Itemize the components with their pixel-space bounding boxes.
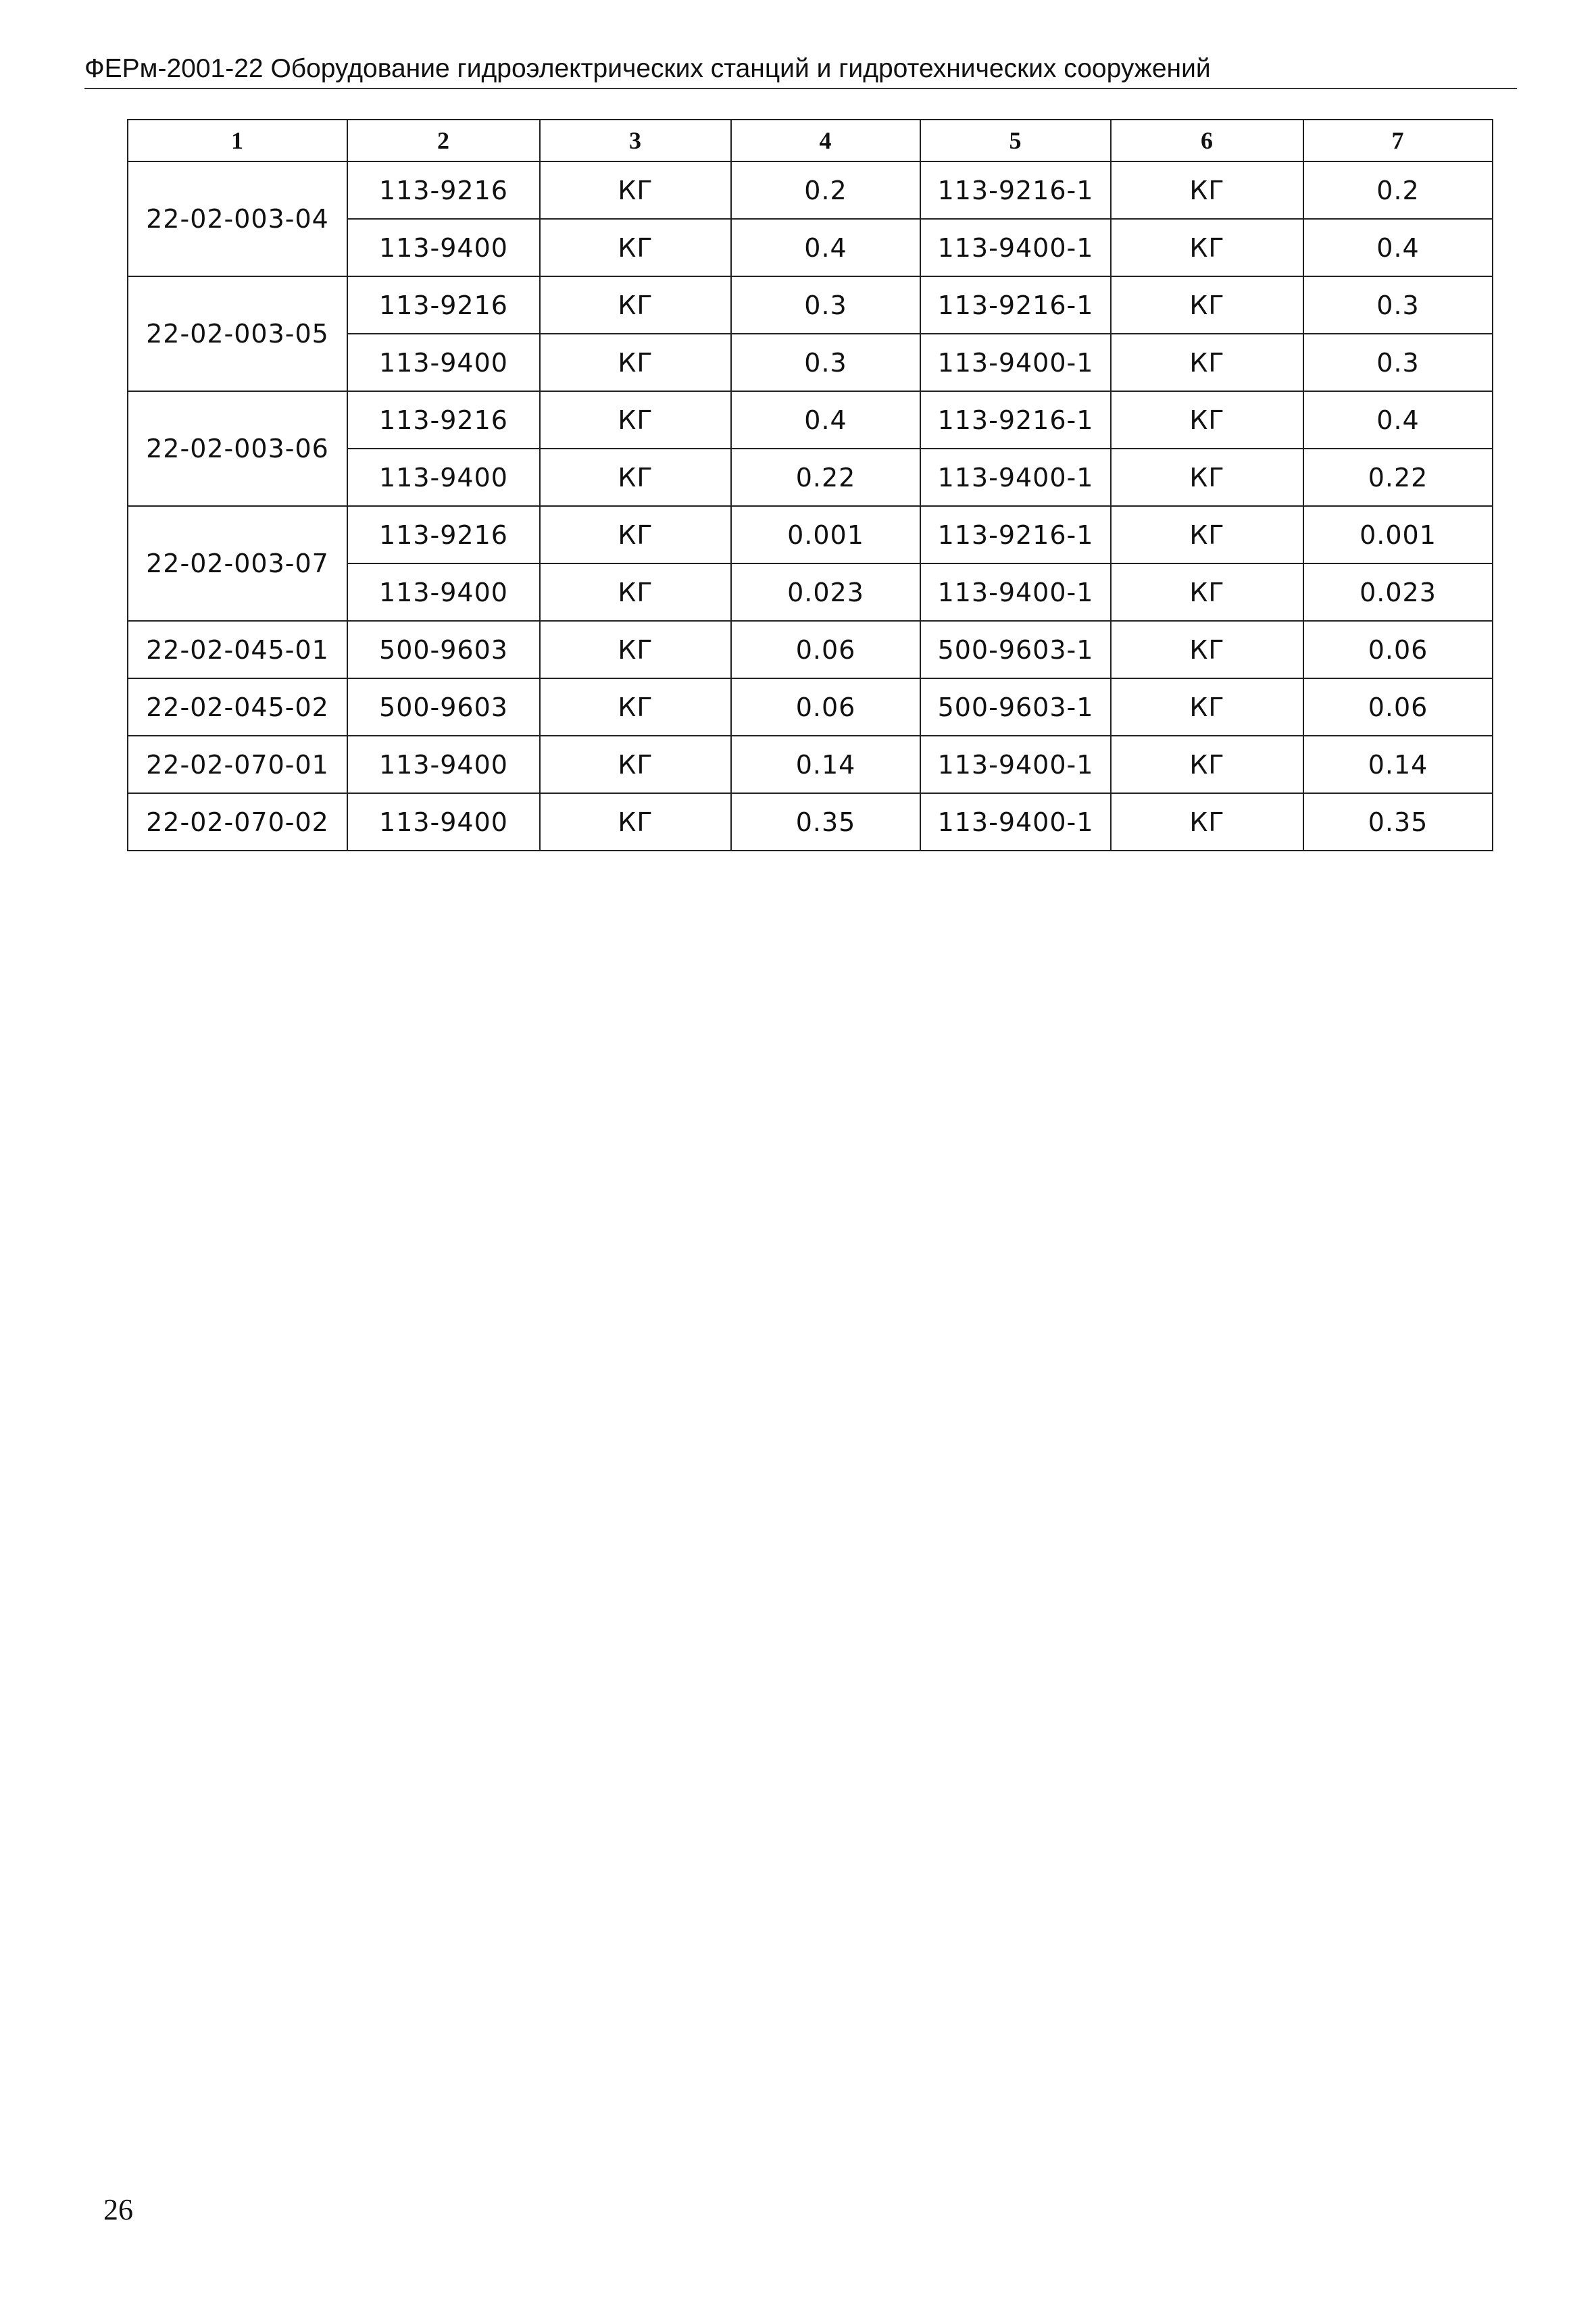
table-cell: 113-9400 xyxy=(347,334,540,391)
table-cell: КГ xyxy=(540,276,731,334)
table-row xyxy=(128,391,1493,449)
table-header xyxy=(128,120,1493,161)
table-cell: 0.4 xyxy=(1303,219,1493,276)
table-cell: 0.3 xyxy=(731,334,920,391)
table-cell: КГ xyxy=(540,621,731,678)
table-cell: 0.06 xyxy=(731,678,920,736)
table-cell: 500-9603 xyxy=(347,678,540,736)
table-cell: 0.001 xyxy=(731,506,920,563)
page-number: 26 xyxy=(103,2193,133,2226)
table-cell: КГ xyxy=(540,506,731,563)
table-cell: 0.22 xyxy=(1303,449,1493,506)
table-cell: 113-9400-1 xyxy=(920,449,1111,506)
table-cell: КГ xyxy=(540,736,731,793)
norm-code-cell: 22-02-045-01 xyxy=(128,621,347,678)
table-cell: КГ xyxy=(540,334,731,391)
norm-code-cell: 22-02-045-02 xyxy=(128,678,347,736)
table-cell: 0.023 xyxy=(731,563,920,621)
table-cell: КГ xyxy=(1111,391,1303,449)
table-cell: 113-9216 xyxy=(347,391,540,449)
table-cell: 0.3 xyxy=(1303,334,1493,391)
table-body xyxy=(128,161,1493,851)
table-cell: 0.22 xyxy=(731,449,920,506)
table-cell: 0.35 xyxy=(731,793,920,851)
table-cell: КГ xyxy=(540,678,731,736)
table-cell: 0.06 xyxy=(1303,621,1493,678)
table-cell: 500-9603 xyxy=(347,621,540,678)
table-row xyxy=(128,621,1493,678)
table-cell: 500-9603-1 xyxy=(920,621,1111,678)
table-cell: КГ xyxy=(1111,793,1303,851)
table-cell: 0.3 xyxy=(731,276,920,334)
table-row xyxy=(128,506,1493,563)
resource-norm-table xyxy=(127,119,1493,851)
norm-code-cell: 22-02-003-04 xyxy=(128,161,347,276)
table-cell: 113-9216 xyxy=(347,506,540,563)
table-cell: 113-9400-1 xyxy=(920,219,1111,276)
table-row xyxy=(128,161,1493,219)
table-cell: КГ xyxy=(540,161,731,219)
table-cell: 113-9400 xyxy=(347,449,540,506)
table-cell: 113-9400 xyxy=(347,793,540,851)
column-header: 6 xyxy=(1111,120,1303,161)
table-cell: 113-9400 xyxy=(347,563,540,621)
table-cell: КГ xyxy=(1111,563,1303,621)
table-cell: 0.2 xyxy=(731,161,920,219)
table-cell: КГ xyxy=(1111,449,1303,506)
table-cell: КГ xyxy=(1111,621,1303,678)
table-cell: КГ xyxy=(540,449,731,506)
table-cell: 113-9400 xyxy=(347,219,540,276)
table-cell: 0.35 xyxy=(1303,793,1493,851)
table-cell: 0.001 xyxy=(1303,506,1493,563)
table-cell: КГ xyxy=(540,219,731,276)
table-cell: 113-9400-1 xyxy=(920,334,1111,391)
table-cell: 0.023 xyxy=(1303,563,1493,621)
norm-code-cell: 22-02-070-01 xyxy=(128,736,347,793)
table-cell: 0.4 xyxy=(1303,391,1493,449)
column-number-row xyxy=(128,120,1493,161)
table-cell: 113-9216-1 xyxy=(920,161,1111,219)
table-cell: 0.14 xyxy=(731,736,920,793)
table-cell: 113-9216 xyxy=(347,276,540,334)
table-cell: 0.06 xyxy=(1303,678,1493,736)
table-cell: 113-9216-1 xyxy=(920,276,1111,334)
norm-code-cell: 22-02-003-05 xyxy=(128,276,347,391)
table-row xyxy=(128,276,1493,334)
table-cell: 113-9216 xyxy=(347,161,540,219)
norm-code-cell: 22-02-003-06 xyxy=(128,391,347,506)
column-header: 1 xyxy=(128,120,347,161)
page-header: ФЕРм-2001-22 Оборудование гидроэлектрических станций и гидротехнических сооружений xyxy=(84,53,1517,89)
table-cell: 0.06 xyxy=(731,621,920,678)
table-cell: 113-9216-1 xyxy=(920,506,1111,563)
table-cell: 113-9400-1 xyxy=(920,793,1111,851)
norm-code-cell: 22-02-003-07 xyxy=(128,506,347,621)
table-cell: 113-9400 xyxy=(347,736,540,793)
table-cell: КГ xyxy=(1111,736,1303,793)
column-header: 7 xyxy=(1303,120,1493,161)
table-cell: КГ xyxy=(1111,334,1303,391)
table-cell: 113-9400-1 xyxy=(920,563,1111,621)
table-cell: КГ xyxy=(540,391,731,449)
table-cell: КГ xyxy=(1111,161,1303,219)
table-cell: КГ xyxy=(540,563,731,621)
table-cell: 113-9400-1 xyxy=(920,736,1111,793)
table-row xyxy=(128,793,1493,851)
table-cell: 0.4 xyxy=(731,391,920,449)
norm-code-cell: 22-02-070-02 xyxy=(128,793,347,851)
column-header: 5 xyxy=(920,120,1111,161)
table-cell: 500-9603-1 xyxy=(920,678,1111,736)
table-cell: 0.3 xyxy=(1303,276,1493,334)
table-cell: 0.14 xyxy=(1303,736,1493,793)
table-row xyxy=(128,736,1493,793)
table-cell: КГ xyxy=(1111,678,1303,736)
table-row xyxy=(128,678,1493,736)
column-header: 3 xyxy=(540,120,731,161)
table-cell: КГ xyxy=(1111,219,1303,276)
table-cell: КГ xyxy=(1111,276,1303,334)
table-cell: 113-9216-1 xyxy=(920,391,1111,449)
table-cell: 0.4 xyxy=(731,219,920,276)
column-header: 4 xyxy=(731,120,920,161)
table-cell: КГ xyxy=(540,793,731,851)
column-header: 2 xyxy=(347,120,540,161)
table-cell: КГ xyxy=(1111,506,1303,563)
table-cell: 0.2 xyxy=(1303,161,1493,219)
